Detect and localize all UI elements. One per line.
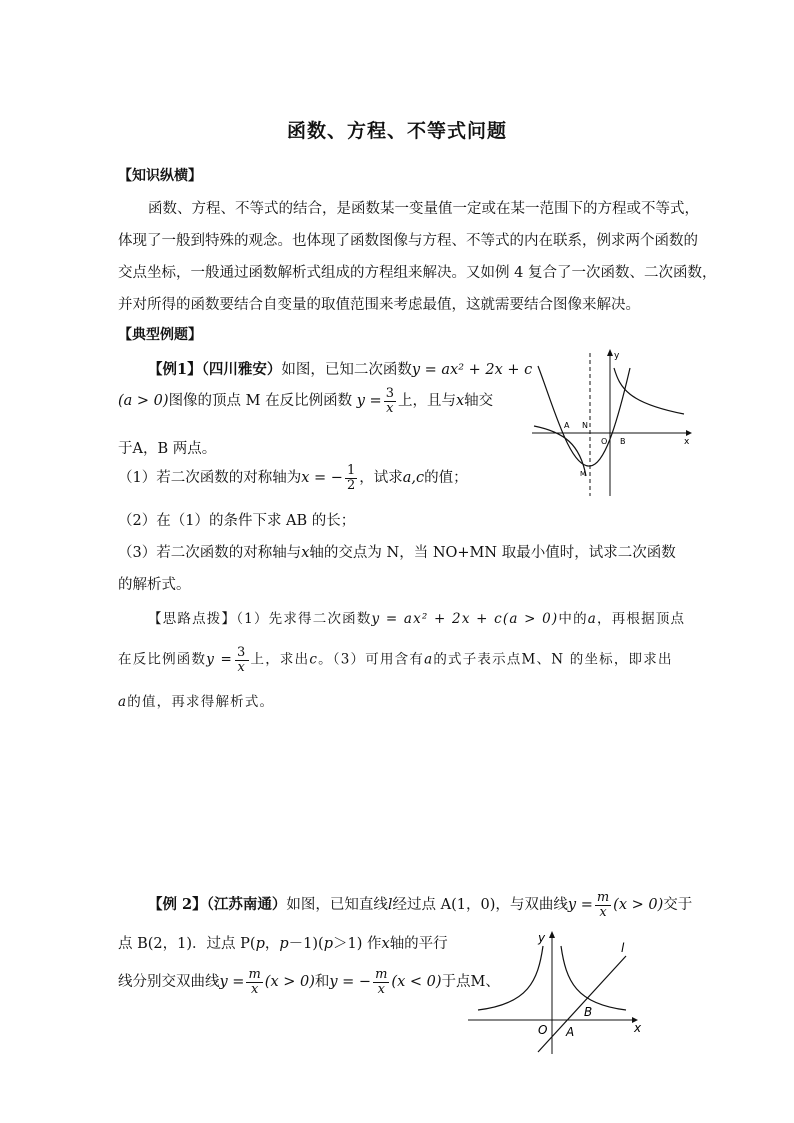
q1-text: （1）若二次函数的对称轴为 <box>118 470 302 487</box>
fig1-label-y: y <box>614 351 620 361</box>
example2-den: x <box>599 904 607 920</box>
hint-den: x <box>237 659 247 675</box>
example2-p1: p <box>255 936 265 952</box>
fig2-label-y: y <box>538 931 546 945</box>
hint-num: 3 <box>237 645 247 660</box>
example1-tag: 【例1】 <box>148 361 202 378</box>
hint-text8: 的值，再求得解析式。 <box>127 694 275 710</box>
q1-num: 1 <box>346 463 356 478</box>
fig1-label-m: M <box>580 470 587 478</box>
hint-text3: ，再根据顶点 <box>597 611 686 627</box>
fig1-label-o: O <box>601 437 608 446</box>
example2-cond2: (x > 0) <box>264 974 315 991</box>
hint-var-c: c <box>309 651 319 668</box>
example2-p3: p <box>323 936 333 952</box>
hyperbola-left <box>478 946 543 1010</box>
q3-text: （3）若二次函数的对称轴与 <box>118 545 302 561</box>
example1-q1 <box>118 464 468 492</box>
hint-text7: 的式子表示点M、N 的坐标，即求出 <box>433 651 673 668</box>
example2-cond: (x > 0) <box>613 897 664 914</box>
frac-num: 3 <box>385 386 394 401</box>
hint-text2: 中的 <box>558 611 588 627</box>
hint-tag: 【思路点拨】 <box>148 611 237 627</box>
example1-formula: y = ax² + 2x + c <box>411 362 533 378</box>
hint-text: （1）先求得二次函数 <box>236 611 372 627</box>
parabola <box>538 366 630 466</box>
q1-vars: a,c <box>402 470 425 487</box>
fig1-label-a: A <box>564 421 570 430</box>
knowledge-heading: 【知识纵横】 <box>118 168 202 184</box>
example2-num3: m <box>375 967 388 982</box>
example2-line-2 <box>118 932 448 953</box>
example1-q2: （2）在（1）的条件下求 AB 的长； <box>118 513 356 529</box>
example1-text: 如图，已知二次函数 <box>281 362 412 378</box>
hint-text5: 上，求出 <box>250 651 310 668</box>
fig2-label-a: A <box>566 1025 575 1039</box>
q1-eq: x = − <box>301 470 343 487</box>
fig1-label-n: N <box>582 421 588 430</box>
page-title: 函数、方程、不等式问题 <box>286 120 507 142</box>
example2-fraction2 <box>246 968 262 996</box>
example2-line2-b: ， <box>264 936 280 952</box>
example2-line2-e: 轴的平行 <box>389 936 448 952</box>
example2-num: m <box>596 890 610 905</box>
fig2-label-o: O <box>538 1023 548 1037</box>
q1-text2: ，试求 <box>359 470 403 487</box>
x-axis-arrow <box>686 430 692 436</box>
example2-line2-c: －1)( <box>288 936 324 952</box>
example1-fraction <box>384 387 396 415</box>
example1-line-1 <box>148 358 532 379</box>
example1-xvar: x <box>455 393 465 410</box>
fig1-label-x: x <box>684 437 690 447</box>
hint-var-a2: a <box>424 651 434 668</box>
example2-line2-a: 点 B(2，1)．过点 P( <box>118 936 256 952</box>
hint-yeq: y = <box>206 651 234 668</box>
example2-text: 如图，已知直线 <box>286 897 388 914</box>
example1-line-2 <box>118 387 493 415</box>
example2-fraction3 <box>373 968 389 996</box>
example2-source: （江苏南通） <box>206 896 287 914</box>
fig2-label-x: x <box>634 1021 642 1035</box>
hint-text4: 在反比例函数 <box>118 651 207 668</box>
example2-line3-b: 于点M、 <box>441 974 500 991</box>
example2-den2: x <box>250 981 259 997</box>
q1-fraction <box>345 464 357 492</box>
hint-line-3 <box>118 690 274 710</box>
example2-cond3: (x < 0) <box>391 974 442 991</box>
example1-cond: (a > 0) <box>118 393 169 410</box>
example1-text3: 上，且与 <box>397 393 456 410</box>
example1-q3-line1 <box>118 541 676 562</box>
frac-den: x <box>386 400 394 416</box>
hint-line-1 <box>148 607 685 627</box>
q1-text3: 的值； <box>424 470 468 487</box>
example1-source: （四川雅安） <box>201 361 282 378</box>
example2-p2: p <box>279 936 289 952</box>
example2-text2: 经过点 A(1，0)，与双曲线 <box>392 897 568 914</box>
hyperbola-right <box>561 946 626 1010</box>
example2-fraction <box>595 891 611 919</box>
q3-x: x <box>301 545 310 561</box>
example2-den3: x <box>377 981 385 997</box>
knowledge-line-4: 并对所得的函数要结合自变量的取值范围来考虑最值，这就需要结合图像来解决。 <box>118 297 640 313</box>
hint-fraction <box>235 646 248 674</box>
knowledge-line-1: 函数、方程、不等式的结合，是函数某一变量值一定或在某一范围下的方程或不等式， <box>148 201 699 217</box>
example2-yeq2: y = <box>219 974 245 991</box>
example2-line3-a: 线分别交双曲线 <box>118 974 220 991</box>
y-axis-arrow <box>549 931 555 938</box>
example2-l: l <box>387 897 393 914</box>
example2-yeq: y = <box>567 897 593 914</box>
fig2-label-b: B <box>584 1005 593 1019</box>
example2-yeq3: y = − <box>329 974 372 991</box>
example2-line2-d: ＞1) 作 <box>333 936 382 952</box>
example1-figure <box>524 348 694 498</box>
example1-yeq: y = <box>356 393 382 410</box>
example2-and: 和 <box>314 974 330 991</box>
q3-text2: 轴的交点为 N，当 NO+MN 取最小值时，试求二次函数 <box>309 545 676 561</box>
examples-heading: 【典型例题】 <box>118 327 202 343</box>
fig2-label-l: l <box>621 941 625 955</box>
hint-formula: y = ax² + 2x + c <box>371 611 503 627</box>
example2-x2: x <box>381 936 390 952</box>
hint-text6: 。（3）可用含有 <box>318 651 425 668</box>
example2-tag: 【例 2】 <box>148 896 207 914</box>
example2-line-3 <box>118 968 500 996</box>
example2-line-1 <box>148 891 692 919</box>
knowledge-line-3: 交点坐标，一般通过函数解析式组成的方程组来解决。又如例 4 复合了一次函数、二次函数， <box>118 265 717 281</box>
hint-var-a: a <box>587 611 598 627</box>
hint-var-a3: a <box>118 694 128 710</box>
q1-den: 2 <box>346 477 356 493</box>
example2-text3: 交于 <box>663 897 693 914</box>
hint-line-2 <box>118 646 673 674</box>
example1-text2: 图像的顶点 M 在反比例函数 <box>168 393 353 410</box>
example1-text4: 轴交 <box>464 393 494 410</box>
example2-num2: m <box>248 967 261 982</box>
y-axis-arrow <box>607 349 613 356</box>
example2-figure <box>466 926 656 1056</box>
hint-cond: (a > 0) <box>502 611 559 627</box>
fig1-label-b: B <box>620 437 626 446</box>
example1-q3-line2: 的解析式。 <box>118 577 191 593</box>
knowledge-line-2: 体现了一般到特殊的观念。也体现了函数图像与方程、不等式的内在联系，例求两个函数的 <box>118 233 698 249</box>
line-l <box>538 956 626 1052</box>
example1-line-3: 于A，B 两点。 <box>118 441 217 457</box>
